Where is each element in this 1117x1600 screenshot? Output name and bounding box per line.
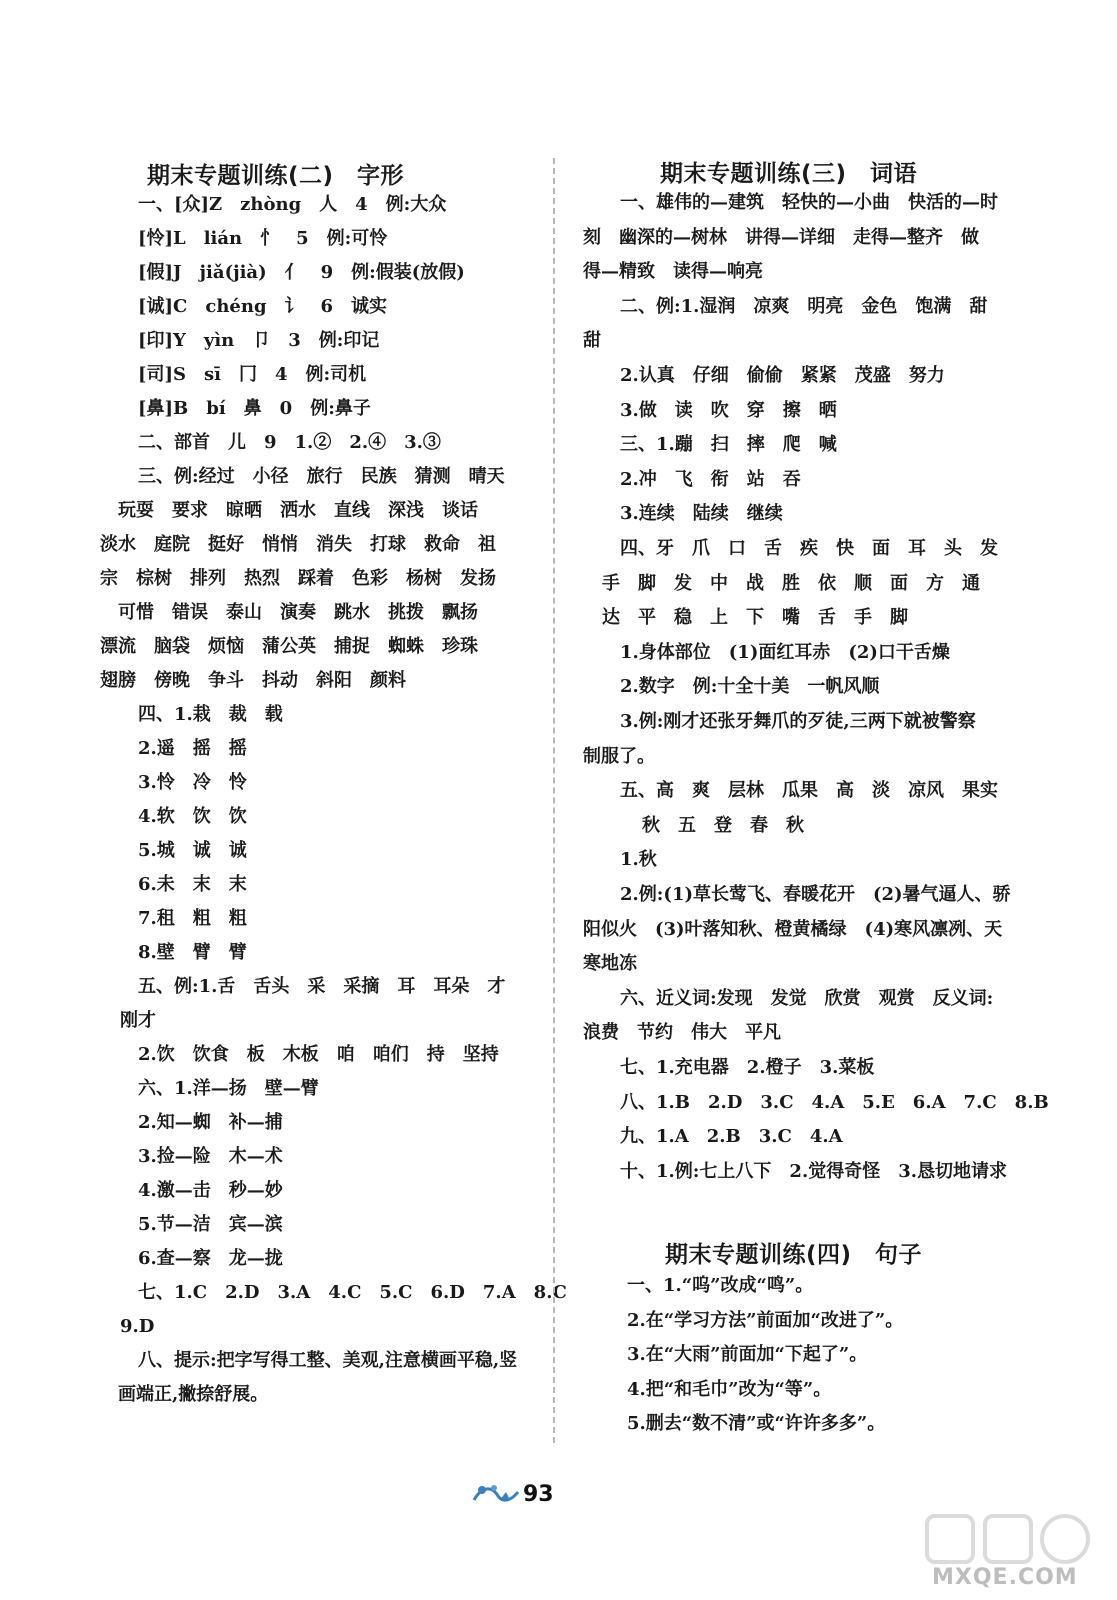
answer-line: 3.连续 陆续 继续 bbox=[620, 503, 783, 525]
answer-line: 6.查—察 龙—拢 bbox=[138, 1248, 283, 1269]
answer-line: 1.秋 bbox=[620, 849, 657, 871]
answer-line: 3.例:刚才还张牙舞爪的歹徒,三两下就被警察 bbox=[620, 711, 976, 732]
answer-line: 七、1.C 2.D 3.A 4.C 5.C 6.D 7.A 8.C bbox=[138, 1282, 567, 1303]
answer-line: 二、例:1.湿润 凉爽 明亮 金色 饱满 甜 bbox=[620, 295, 988, 317]
answer-line: 4.把“和毛巾”改为“等”。 bbox=[627, 1378, 832, 1400]
answer-line: 一、1.“呜”改成“鸣”。 bbox=[627, 1275, 814, 1296]
answer-line: 寒地冻 bbox=[583, 953, 637, 975]
page-number: 93 bbox=[523, 1482, 554, 1507]
answer-line: 2.知—蜘 补—捕 bbox=[138, 1112, 283, 1133]
answer-line: 秋 五 登 春 秋 bbox=[642, 814, 804, 836]
answer-line: 四、牙 爪 口 舌 疾 快 面 耳 头 发 bbox=[620, 538, 998, 559]
answer-line: 刚才 bbox=[120, 1010, 156, 1031]
answer-line: 三、1.蹦 扫 摔 爬 喊 bbox=[620, 434, 837, 456]
answer-line: 2.例:(1)草长莺飞、春暖花开 (2)暑气逼人、骄 bbox=[620, 884, 1011, 905]
answer-line: 5.城 诚 诚 bbox=[138, 840, 247, 861]
answer-line: 5.节—洁 宾—滨 bbox=[138, 1214, 283, 1235]
answer-line: 十、1.例:七上八下 2.觉得奇怪 3.恳切地请求 bbox=[620, 1160, 1008, 1182]
answer-line: 3.在“大雨”前面加“下起了”。 bbox=[627, 1344, 868, 1365]
watermark-text: MXQE.COM bbox=[932, 1565, 1078, 1590]
answer-line: 2.冲 飞 衔 站 吞 bbox=[620, 468, 801, 490]
answer-line: 刻 幽深的—树林 讲得—详细 走得—整齐 做 bbox=[583, 226, 979, 248]
answer-line: 浪费 节约 伟大 平凡 bbox=[583, 1022, 781, 1044]
answer-line: 4.软 饮 饮 bbox=[138, 806, 247, 827]
answer-line: 五、例:1.舌 舌头 采 采摘 耳 耳朵 才 bbox=[138, 976, 506, 997]
answer-line: 5.删去“数不清”或“许许多多”。 bbox=[627, 1413, 886, 1434]
answer-line: 八、1.B 2.D 3.C 4.A 5.E 6.A 7.C 8.B bbox=[620, 1091, 1049, 1113]
answer-line: 手 脚 发 中 战 胜 依 顺 面 方 通 bbox=[602, 572, 980, 594]
answer-line: 七、1.充电器 2.橙子 3.菜板 bbox=[620, 1057, 875, 1078]
answer-line: 淡水 庭院 挺好 悄悄 消失 打球 救命 祖 bbox=[100, 534, 496, 555]
answer-line: 制服了。 bbox=[583, 745, 655, 767]
answer-line: [司]S sī 冂 4 例:司机 bbox=[138, 364, 367, 385]
answer-line: 1.身体部位 (1)面红耳赤 (2)口干舌燥 bbox=[620, 641, 950, 663]
answer-line: 五、高 爽 层林 瓜果 高 淡 凉风 果实 bbox=[620, 780, 998, 802]
answer-line: 2.认真 仔细 偷偷 紧紧 茂盛 努力 bbox=[620, 365, 945, 386]
answer-line: 三、例:经过 小径 旅行 民族 猜测 晴天 bbox=[138, 466, 505, 487]
answer-line: 9.D bbox=[120, 1316, 155, 1337]
flower-ornament-icon bbox=[470, 1480, 522, 1508]
answer-line: [鼻]B bí 鼻 0 例:鼻子 bbox=[138, 398, 371, 419]
answer-line: 甜 bbox=[583, 330, 601, 352]
answer-line: 2.遥 摇 摇 bbox=[138, 738, 247, 759]
watermark-logo-icon bbox=[925, 1510, 1095, 1570]
answer-line: 3.怜 冷 怜 bbox=[138, 772, 247, 793]
answer-line: 3.做 读 吹 穿 擦 晒 bbox=[620, 399, 837, 421]
answer-line: 一、雄伟的—建筑 轻快的—小曲 快活的—时 bbox=[620, 192, 998, 213]
section-title-zixing: 期末专题训练(二) 字形 bbox=[147, 163, 405, 189]
answer-line: [怜]L lián 忄 5 例:可怜 bbox=[138, 228, 388, 249]
answer-line: 2.数字 例:十全十美 一帆风顺 bbox=[620, 676, 880, 698]
answer-line: 宗 棕树 排列 热烈 踩着 色彩 杨树 发扬 bbox=[100, 568, 496, 589]
answer-line: [诚]C chéng 讠 6 诚实 bbox=[138, 296, 388, 317]
answer-line: [假]J jiǎ(jià) 亻 9 例:假装(放假) bbox=[138, 262, 465, 283]
answer-line: 可惜 错误 泰山 演奏 跳水 挑拨 飘扬 bbox=[118, 602, 478, 623]
section-title-juzi: 期末专题训练(四) 句子 bbox=[665, 1242, 923, 1268]
answer-line: 6.未 末 末 bbox=[138, 874, 247, 895]
answer-line: 2.在“学习方法”前面加“改进了”。 bbox=[627, 1309, 904, 1331]
answer-line: 八、提示:把字写得工整、美观,注意横画平稳,竖 bbox=[138, 1350, 518, 1371]
answer-line: 六、1.洋—扬 壁—臂 bbox=[138, 1078, 319, 1099]
answer-line: 达 平 稳 上 下 嘴 舌 手 脚 bbox=[602, 607, 908, 629]
answer-line: 一、[众]Z zhòng 人 4 例:大众 bbox=[138, 194, 447, 215]
answer-line: 玩耍 要求 晾晒 洒水 直线 深浅 谈话 bbox=[118, 500, 478, 521]
answer-line: 漂流 脑袋 烦恼 蒲公英 捕捉 蜘蛛 珍珠 bbox=[100, 636, 478, 657]
answer-line: 7.租 粗 粗 bbox=[138, 908, 247, 929]
section-title-ciyu: 期末专题训练(三) 词语 bbox=[660, 161, 918, 187]
answer-line: 翅膀 傍晚 争斗 抖动 斜阳 颜料 bbox=[100, 670, 406, 691]
answer-line: 得—精致 读得—响亮 bbox=[583, 261, 763, 283]
answer-line: 3.捡—险 木—术 bbox=[138, 1146, 283, 1167]
column-divider bbox=[553, 158, 555, 1443]
answer-line: 阳似火 (3)叶落知秋、橙黄橘绿 (4)寒风凛冽、天 bbox=[583, 918, 1003, 940]
answer-line: 四、1.栽 裁 载 bbox=[138, 704, 283, 725]
answer-line: [印]Y yìn 卩 3 例:印记 bbox=[138, 330, 380, 351]
answer-line: 画端正,撇捺舒展。 bbox=[118, 1384, 269, 1405]
answer-line: 九、1.A 2.B 3.C 4.A bbox=[620, 1126, 843, 1148]
answer-line: 二、部首 儿 9 1.② 2.④ 3.③ bbox=[138, 432, 441, 453]
answer-line: 8.壁 臂 臂 bbox=[138, 942, 247, 963]
answer-line: 六、近义词:发现 发觉 欣赏 观赏 反义词: bbox=[620, 987, 994, 1009]
answer-line: 2.饮 饮食 板 木板 咱 咱们 持 坚持 bbox=[138, 1044, 499, 1065]
answer-line: 4.激—击 秒—妙 bbox=[138, 1180, 283, 1201]
